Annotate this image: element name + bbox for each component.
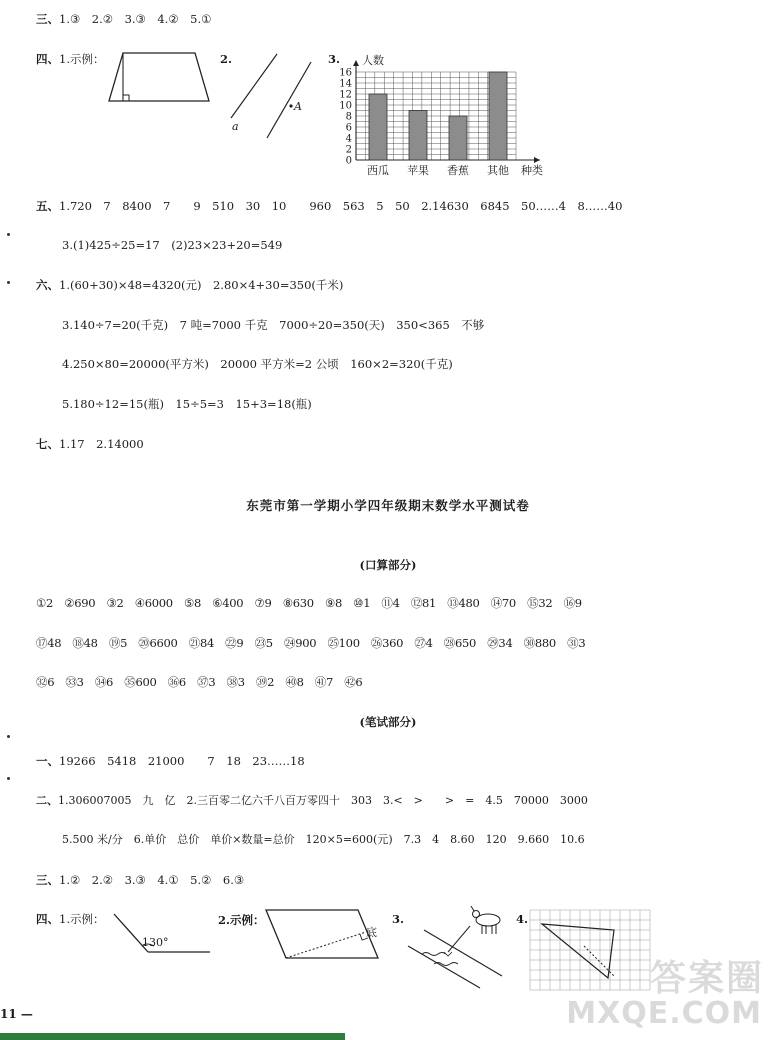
written-line-2: 二、1.306007005 九 亿 2.三百零二亿六千八百万零四十 303 3.< > > = 4.5 70000 3000 <box>36 794 588 807</box>
answer-line-s7: 七、1.17 2.14000 <box>36 437 144 451</box>
oral-line-1: ①2 ②690 ③2 ④6000 ⑤8 ⑥400 ⑦9 ⑧630 ⑨8 ⑩1 ⑪4 ⑫81 ⑬480 ⑭70 ⑮32 ⑯9 <box>36 596 582 610</box>
s4-q2-label: 2. <box>220 52 233 66</box>
w4-q4-label: 4. <box>516 912 529 926</box>
answer-line-s6a: 六、1.(60+30)×48=4320(元) 2.80×4+30=350(千米) <box>36 278 344 292</box>
y-tick-label: 6 <box>345 122 352 134</box>
line-a-label: a <box>232 120 239 133</box>
category-label: 西瓜 <box>367 164 389 177</box>
y-axis-label: 人数 <box>362 54 384 67</box>
y-tick-label: 14 <box>339 78 352 90</box>
written-section-title: (笔试部分) <box>359 715 417 729</box>
y-axis-arrow <box>353 60 359 66</box>
answer-line-s3: 三、1.③ 2.② 3.③ 4.② 5.① <box>36 12 212 26</box>
bottom-bar <box>0 1033 345 1040</box>
x-axis-label: 种类 <box>521 164 543 177</box>
answer-line-s5: 五、1.720 7 8400 7 9 510 30 10 960 563 5 50 2.14630 6845 50……4 8……40 <box>36 199 623 213</box>
goat-icon <box>471 906 500 934</box>
written-line-3: 三、1.② 2.② 3.③ 4.① 5.② 6.③ <box>36 873 245 887</box>
w4-q2-label: 2.示例： <box>218 913 265 927</box>
s4-q3-label: 3. <box>328 52 341 66</box>
y-tick-label: 8 <box>345 111 352 123</box>
y-tick-label: 10 <box>339 100 352 112</box>
answer-line-s4: 四、1.示例： <box>36 52 105 66</box>
category-label: 苹果 <box>407 164 429 177</box>
x-axis-arrow <box>534 157 540 163</box>
oral-section-title: (口算部分) <box>359 558 417 572</box>
y-tick-label: 4 <box>345 133 352 145</box>
margin-dot <box>7 233 10 236</box>
bar <box>489 72 507 160</box>
written-line-2b: 5.500 米/分 6.单价 总价 单价×数量=总价 120×5=600(元) 7.3 4 8.60 120 9.660 10.6 <box>62 833 585 846</box>
bar <box>369 94 387 160</box>
y-tick-label: 2 <box>345 144 352 156</box>
margin-dot <box>7 281 10 284</box>
y-tick-label: 16 <box>339 67 352 79</box>
bar-chart-svg <box>330 50 550 180</box>
watermark-logo: 答案圈 <box>649 958 764 999</box>
watermark-url: MXQE.COM <box>566 996 762 1031</box>
answer-line-s5b: 3.(1)425÷25=17 (2)23×23+20=549 <box>62 238 283 252</box>
answer-line-s6c: 4.250×80=20000(平方米) 20000 平方米=2 公顷 160×2=320(千克) <box>62 357 453 371</box>
parallelogram-base-label: 底 <box>366 926 377 939</box>
bar <box>449 116 467 160</box>
oral-line-2: ⑰48 ⑱48 ⑲5 ⑳6600 ㉑84 ㉒9 ㉓5 ㉔900 ㉕100 ㉖360 ㉗4 ㉘650 ㉙34 ㉚880 ㉛3 <box>36 636 586 650</box>
category-label: 香蕉 <box>447 164 469 177</box>
trapezoid-figure <box>105 45 215 105</box>
point-a-label: A <box>294 100 302 113</box>
written-line-1: 一、19266 5418 21000 7 18 23……18 <box>36 754 305 768</box>
y-tick-label: 12 <box>339 89 352 101</box>
parallelogram-figure <box>262 906 382 966</box>
answer-line-s6d: 5.180÷12=15(瓶) 15÷5=3 15+3=18(瓶) <box>62 397 312 411</box>
category-label: 其他 <box>487 164 509 177</box>
exam-title: 东莞市第一学期小学四年级期末数学水平测试卷 <box>246 498 530 513</box>
river-goat-figure <box>402 906 512 986</box>
bar <box>409 111 427 161</box>
w4-q3-label: 3. <box>392 912 405 926</box>
margin-dot <box>7 777 10 780</box>
page-number: 11 — <box>0 1007 33 1021</box>
answer-line-s6b: 3.140÷7=20(千克) 7 吨=7000 千克 7000÷20=350(天) 350<365 不够 <box>62 318 485 332</box>
y-tick-label: 0 <box>345 155 352 167</box>
bar-chart <box>330 50 550 180</box>
margin-dot <box>7 735 10 738</box>
oral-line-3: ㉜6 ㉝3 ㉞6 ㉟600 ㊱6 ㊲3 ㊳3 ㊴2 ㊵8 ㊶7 ㊷6 <box>36 675 363 689</box>
written-line-4: 四、1.示例： <box>36 912 105 926</box>
angle-label: 130° <box>142 936 169 949</box>
